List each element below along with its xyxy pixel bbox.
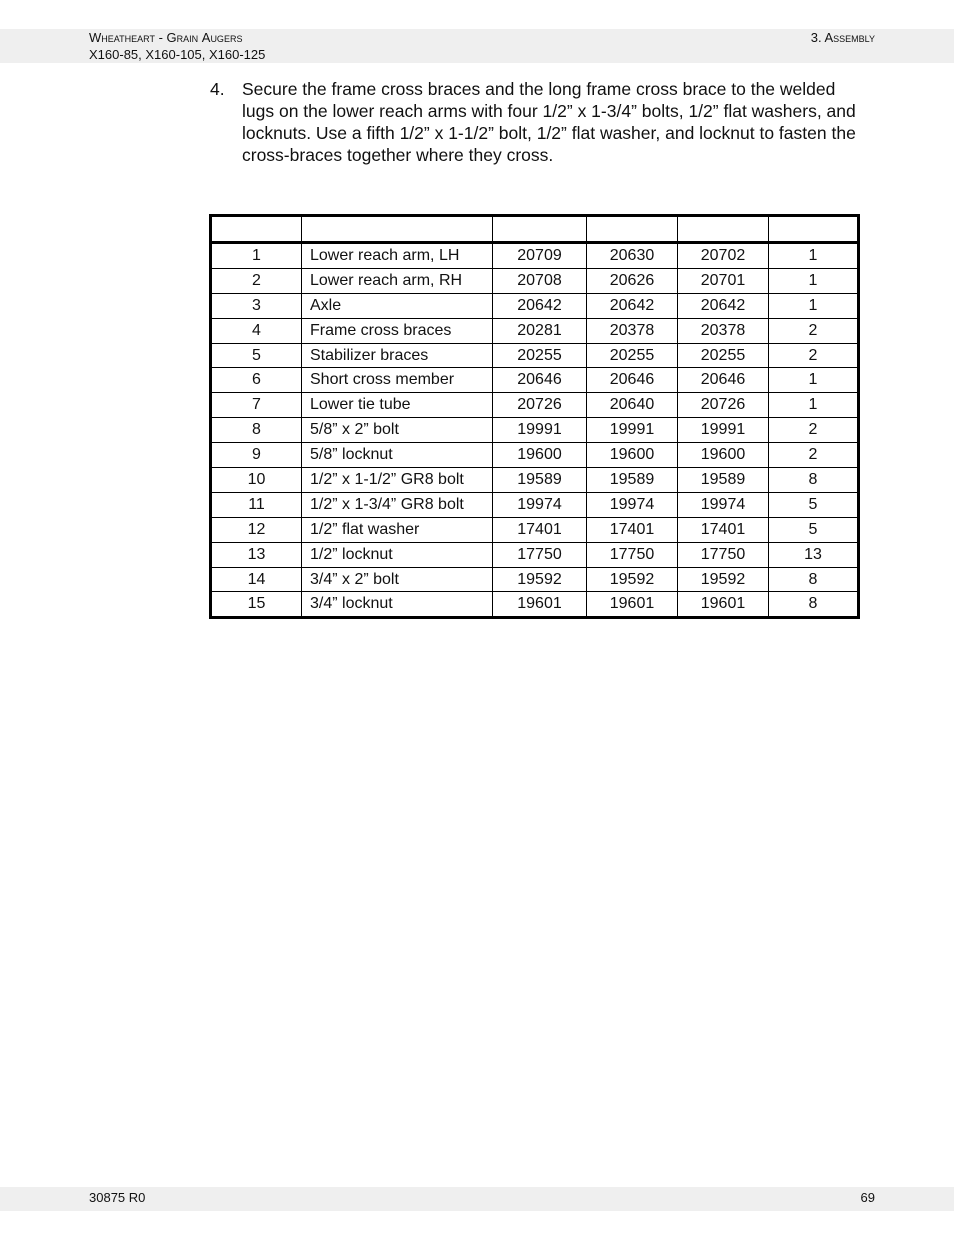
quantity-cell: 1 bbox=[769, 368, 859, 393]
part-number-cell: 20642 bbox=[678, 293, 769, 318]
part-description-cell: Axle bbox=[302, 293, 493, 318]
part-number-cell: 19589 bbox=[493, 468, 587, 493]
part-number-cell: 19589 bbox=[678, 468, 769, 493]
part-description-cell: 1/2” locknut bbox=[302, 542, 493, 567]
quantity-cell: 13 bbox=[769, 542, 859, 567]
part-number-cell: 19601 bbox=[587, 592, 678, 618]
item-number-cell: 15 bbox=[211, 592, 302, 618]
part-number-cell: 19600 bbox=[493, 443, 587, 468]
item-number-cell: 2 bbox=[211, 268, 302, 293]
quantity-cell: 1 bbox=[769, 243, 859, 269]
quantity-cell: 8 bbox=[769, 592, 859, 618]
header-models: X160-85, X160-105, X160-125 bbox=[89, 47, 266, 62]
part-description-cell: 3/4” locknut bbox=[302, 592, 493, 618]
quantity-cell: 1 bbox=[769, 268, 859, 293]
part-number-cell: 20640 bbox=[587, 393, 678, 418]
part-number-cell: 20626 bbox=[587, 268, 678, 293]
item-number-cell: 5 bbox=[211, 343, 302, 368]
table-row bbox=[211, 443, 859, 468]
part-number-cell: 20646 bbox=[493, 368, 587, 393]
part-description-cell: 3/4” x 2” bolt bbox=[302, 567, 493, 592]
page-header bbox=[0, 29, 954, 63]
part-description-cell: 5/8” x 2” bolt bbox=[302, 418, 493, 443]
table-header-cell bbox=[493, 216, 587, 243]
part-number-cell: 20642 bbox=[493, 293, 587, 318]
document-number: 30875 R0 bbox=[89, 1190, 146, 1205]
item-number-cell: 3 bbox=[211, 293, 302, 318]
table-header-cell bbox=[211, 216, 302, 243]
part-description-cell: 1/2” flat washer bbox=[302, 517, 493, 542]
parts-table bbox=[209, 214, 860, 619]
table-row bbox=[211, 592, 859, 618]
parts-table-body bbox=[211, 243, 859, 618]
part-number-cell: 19600 bbox=[678, 443, 769, 468]
part-number-cell: 20726 bbox=[678, 393, 769, 418]
part-number-cell: 17401 bbox=[493, 517, 587, 542]
part-number-cell: 19974 bbox=[493, 492, 587, 517]
item-number-cell: 9 bbox=[211, 443, 302, 468]
table-row bbox=[211, 468, 859, 493]
header-title bbox=[89, 29, 265, 63]
part-number-cell: 20255 bbox=[678, 343, 769, 368]
table-row bbox=[211, 368, 859, 393]
part-number-cell: 19592 bbox=[587, 567, 678, 592]
part-number-cell: 20255 bbox=[493, 343, 587, 368]
part-description-cell: Lower tie tube bbox=[302, 393, 493, 418]
quantity-cell: 1 bbox=[769, 393, 859, 418]
part-description-cell: Lower reach arm, LH bbox=[302, 243, 493, 269]
item-number-cell: 13 bbox=[211, 542, 302, 567]
item-number-cell: 4 bbox=[211, 318, 302, 343]
item-number-cell: 10 bbox=[211, 468, 302, 493]
part-number-cell: 19589 bbox=[587, 468, 678, 493]
table-row bbox=[211, 243, 859, 269]
part-number-cell: 20378 bbox=[678, 318, 769, 343]
part-number-cell: 20702 bbox=[678, 243, 769, 269]
part-description-cell: Frame cross braces bbox=[302, 318, 493, 343]
item-number-cell: 12 bbox=[211, 517, 302, 542]
table-row bbox=[211, 492, 859, 517]
part-number-cell: 17750 bbox=[587, 542, 678, 567]
part-number-cell: 20708 bbox=[493, 268, 587, 293]
item-number-cell: 7 bbox=[211, 393, 302, 418]
quantity-cell: 1 bbox=[769, 293, 859, 318]
part-number-cell: 20642 bbox=[587, 293, 678, 318]
part-number-cell: 20646 bbox=[678, 368, 769, 393]
part-number-cell: 19592 bbox=[678, 567, 769, 592]
item-number-cell: 6 bbox=[211, 368, 302, 393]
quantity-cell: 5 bbox=[769, 517, 859, 542]
table-row bbox=[211, 343, 859, 368]
quantity-cell: 2 bbox=[769, 318, 859, 343]
quantity-cell: 2 bbox=[769, 343, 859, 368]
item-number-cell: 11 bbox=[211, 492, 302, 517]
part-number-cell: 17401 bbox=[587, 517, 678, 542]
part-description-cell: Short cross member bbox=[302, 368, 493, 393]
header-product-line: Wheatheart - Grain Augers bbox=[89, 30, 243, 45]
table-row bbox=[211, 393, 859, 418]
part-number-cell: 20281 bbox=[493, 318, 587, 343]
table-header-cell bbox=[769, 216, 859, 243]
item-number-cell: 1 bbox=[211, 243, 302, 269]
quantity-cell: 8 bbox=[769, 567, 859, 592]
part-number-cell: 20255 bbox=[587, 343, 678, 368]
table-row bbox=[211, 418, 859, 443]
table-row bbox=[211, 268, 859, 293]
item-number-cell: 14 bbox=[211, 567, 302, 592]
part-description-cell: 1/2” x 1-3/4” GR8 bolt bbox=[302, 492, 493, 517]
quantity-cell: 2 bbox=[769, 443, 859, 468]
part-number-cell: 20630 bbox=[587, 243, 678, 269]
part-number-cell: 17750 bbox=[493, 542, 587, 567]
item-number-cell: 8 bbox=[211, 418, 302, 443]
part-number-cell: 19991 bbox=[587, 418, 678, 443]
part-number-cell: 20726 bbox=[493, 393, 587, 418]
part-number-cell: 19592 bbox=[493, 567, 587, 592]
table-row bbox=[211, 542, 859, 567]
quantity-cell: 2 bbox=[769, 418, 859, 443]
page-footer bbox=[0, 1187, 954, 1211]
part-description-cell: Lower reach arm, RH bbox=[302, 268, 493, 293]
part-number-cell: 19600 bbox=[587, 443, 678, 468]
part-number-cell: 20646 bbox=[587, 368, 678, 393]
part-number-cell: 19991 bbox=[493, 418, 587, 443]
table-row bbox=[211, 293, 859, 318]
table-header-cell bbox=[302, 216, 493, 243]
part-number-cell: 19991 bbox=[678, 418, 769, 443]
table-row bbox=[211, 517, 859, 542]
part-number-cell: 20378 bbox=[587, 318, 678, 343]
part-number-cell: 17750 bbox=[678, 542, 769, 567]
part-number-cell: 17401 bbox=[678, 517, 769, 542]
part-number-cell: 20701 bbox=[678, 268, 769, 293]
part-number-cell: 19601 bbox=[493, 592, 587, 618]
part-description-cell: 5/8” locknut bbox=[302, 443, 493, 468]
header-section: 3. Assembly bbox=[810, 30, 875, 45]
part-number-cell: 19974 bbox=[587, 492, 678, 517]
quantity-cell: 5 bbox=[769, 492, 859, 517]
part-description-cell: Stabilizer braces bbox=[302, 343, 493, 368]
table-header-cell bbox=[587, 216, 678, 243]
step-number: 4. bbox=[210, 79, 225, 99]
quantity-cell: 8 bbox=[769, 468, 859, 493]
page-number: 69 bbox=[860, 1190, 875, 1205]
table-header-row bbox=[211, 216, 859, 243]
part-number-cell: 19601 bbox=[678, 592, 769, 618]
part-number-cell: 20709 bbox=[493, 243, 587, 269]
step-text: Secure the frame cross braces and the long frame cross brace to the welded lugs on the lower reach arms with four 1/2” x 1-3/4” bolts, 1/2” flat washers, and locknuts. Use a fifth 1/2” x 1-1/2” bolt, 1/2” flat washer, and locknut to fasten the cross-braces together where they cross. bbox=[242, 79, 856, 165]
table-row bbox=[211, 567, 859, 592]
part-description-cell: 1/2” x 1-1/2” GR8 bolt bbox=[302, 468, 493, 493]
part-number-cell: 19974 bbox=[678, 492, 769, 517]
table-header-cell bbox=[678, 216, 769, 243]
table-row bbox=[211, 318, 859, 343]
